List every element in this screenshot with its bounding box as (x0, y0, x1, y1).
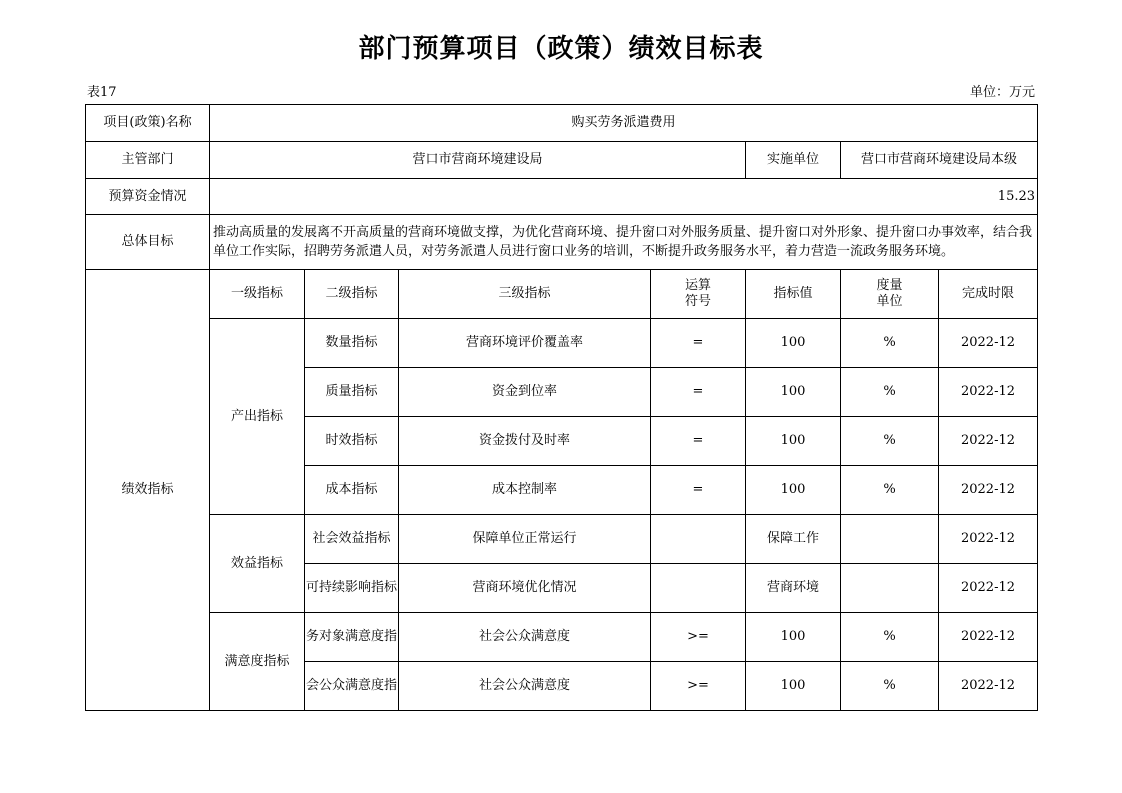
header-level3: 三级指标 (399, 270, 651, 319)
level2-cell: 社会效益指标 (305, 515, 399, 564)
level3-cell: 营商环境评价覆盖率 (399, 319, 651, 368)
value-cell: 100 (746, 417, 841, 466)
deadline-cell: 2022-12 (939, 417, 1038, 466)
implementing-unit-value: 营口市营商环境建设局本级 (841, 142, 1038, 179)
overall-goal-text: 推动高质量的发展离不开高质量的营商环境做支撑，为优化营商环境、提升窗口对外服务质量、提升窗口对外形象、提升窗口办事效率，结合我单位工作实际，招聘劳务派遣人员，对劳务派遣人员进行窗口业务的培训，不断提升政务服务水平，着力营造一流政务服务环境。 (210, 215, 1038, 270)
unit-cell (841, 515, 939, 564)
unit-cell: % (841, 417, 939, 466)
deadline-cell: 2022-12 (939, 613, 1038, 662)
currency-unit: 单位：万元 (969, 85, 1035, 100)
unit-cell: % (841, 662, 939, 711)
operator-cell: = (651, 417, 746, 466)
indicator-header-row (86, 270, 1038, 319)
value-cell: 100 (746, 319, 841, 368)
table-row (86, 613, 1038, 662)
level3-cell: 资金拨付及时率 (399, 417, 651, 466)
header-unit: 度量 单位 (841, 270, 939, 319)
performance-indicators-label: 绩效指标 (86, 270, 210, 711)
unit-cell (841, 564, 939, 613)
header-level1: 一级指标 (210, 270, 305, 319)
table-row (86, 515, 1038, 564)
department-row (86, 142, 1038, 179)
department-label: 主管部门 (86, 142, 210, 179)
budget-value: 15.23 (210, 179, 1038, 215)
page-title: 部门预算项目（政策）绩效目标表 (358, 34, 764, 64)
deadline-cell: 2022-12 (939, 466, 1038, 515)
project-name-label: 项目(政策)名称 (86, 105, 210, 142)
header-level2: 二级指标 (305, 270, 399, 319)
budget-label: 预算资金情况 (86, 179, 210, 215)
level3-cell: 营商环境优化情况 (399, 564, 651, 613)
deadline-cell: 2022-12 (939, 662, 1038, 711)
operator-cell (651, 515, 746, 564)
operator-cell: = (651, 368, 746, 417)
level3-cell: 社会公众满意度 (399, 662, 651, 711)
unit-cell: % (841, 466, 939, 515)
implementing-unit-label: 实施单位 (746, 142, 841, 179)
value-cell: 100 (746, 466, 841, 515)
operator-cell: = (651, 319, 746, 368)
level3-cell: 成本控制率 (399, 466, 651, 515)
project-name-row (86, 105, 1038, 142)
header-operator: 运算 符号 (651, 270, 746, 319)
department-value: 营口市营商环境建设局 (210, 142, 746, 179)
level2-cell: 成本指标 (305, 466, 399, 515)
level1-benefit: 效益指标 (210, 515, 305, 613)
table-row (86, 319, 1038, 368)
header-deadline: 完成时限 (939, 270, 1038, 319)
level3-cell: 社会公众满意度 (399, 613, 651, 662)
level2-cell: 会公众满意度指 (305, 662, 399, 711)
overall-goal-label: 总体目标 (86, 215, 210, 270)
level2-cell: 数量指标 (305, 319, 399, 368)
operator-cell: >= (651, 613, 746, 662)
unit-cell: % (841, 319, 939, 368)
value-cell: 100 (746, 613, 841, 662)
value-cell: 100 (746, 368, 841, 417)
operator-cell: = (651, 466, 746, 515)
level3-cell: 资金到位率 (399, 368, 651, 417)
deadline-cell: 2022-12 (939, 368, 1038, 417)
level2-cell: 务对象满意度指 (305, 613, 399, 662)
table-number: 表17 (87, 85, 117, 100)
unit-cell: % (841, 368, 939, 417)
operator-cell: >= (651, 662, 746, 711)
header-value: 指标值 (746, 270, 841, 319)
level2-cell: 可持续影响指标 (305, 564, 399, 613)
deadline-cell: 2022-12 (939, 564, 1038, 613)
unit-cell: % (841, 613, 939, 662)
budget-row (86, 179, 1038, 215)
level2-cell: 质量指标 (305, 368, 399, 417)
overall-goal-row (86, 215, 1038, 270)
performance-target-table (85, 104, 1038, 711)
level1-output: 产出指标 (210, 319, 305, 515)
deadline-cell: 2022-12 (939, 319, 1038, 368)
value-cell: 保障工作 (746, 515, 841, 564)
operator-cell (651, 564, 746, 613)
value-cell: 100 (746, 662, 841, 711)
deadline-cell: 2022-12 (939, 515, 1038, 564)
level1-satisfaction: 满意度指标 (210, 613, 305, 711)
level3-cell: 保障单位正常运行 (399, 515, 651, 564)
project-name-value: 购买劳务派遣费用 (210, 105, 1038, 142)
level2-cell: 时效指标 (305, 417, 399, 466)
value-cell: 营商环境 (746, 564, 841, 613)
